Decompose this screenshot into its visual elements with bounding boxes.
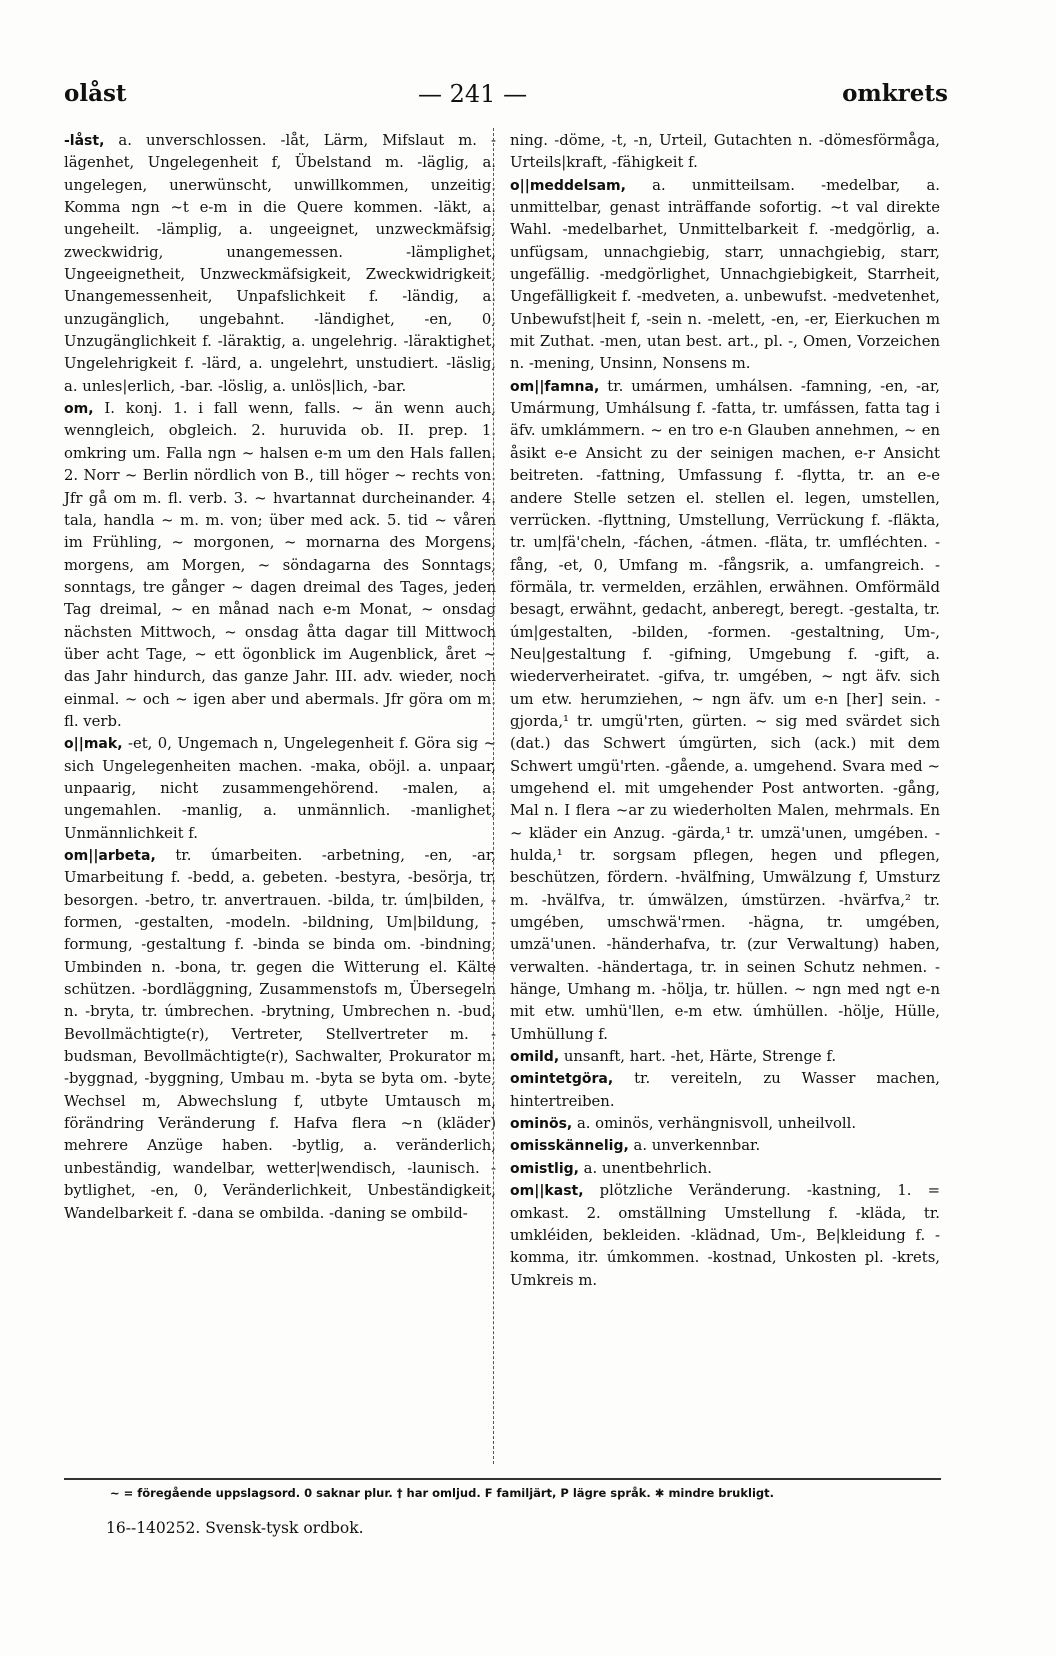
dictionary-entry	[64, 130, 496, 398]
entry-text: a. unmitteilsam. -medelbar, a. unmittelbar, genast inträffande sofortig. ~t val direkte Wahl. -medelbarhet, Unmittelbarkeit f. -medgörlig, a. unfügsam, unnachgiebig, starr, unnachgiebig, starr, ungefällig. -medgörlighet, Unnachgiebigkeit, Starrheit, Ungefälligkeit f. -medveten, a. unbewufst. -medvetenhet, Unbewufst|heit f, -sein n. -melett, -en, -er, Eierkuchen m mit Zuthat. -men, utan best. art., pl. -, Omen, Vorzeichen n. -mening, Unsinn, Nonsens m.	[510, 176, 940, 373]
dictionary-entry	[510, 1158, 940, 1180]
entry-text: I. konj. 1. i fall wenn, falls. ~ än wenn auch, wenngleich, obgleich. 2. huruvida ob. II. prep. 1. omkring um. Falla ngn ~ halsen e-m um den Hals fallen. 2. Norr ~ Berlin nördlich von B., till höger ~ rechts von. Jfr gå om m. fl. verb. 3. ~ hvartannat durcheinander. 4. tala, handla ~ m. m. von; über med ack. 5. tid ~ våren im Frühling, ~ morgonen, ~ mornarna des Morgens, morgens, am Morgen, ~ söndagarna des Sonntags, sonntags, tre gånger ~ dagen dreimal des Tages, jeden Tag dreimal, ~ en månad nach e-m Monat, ~ onsdag nächsten Mittwoch, ~ onsdag åtta dagar till Mittwoch über acht Tage, ~ ett ögonblick im Augenblick, året ~ das Jahr hindurch, das ganze Jahr. III. adv. wieder, noch einmal. ~ och ~ igen aber und abermals. Jfr göra om m. fl. verb.	[64, 400, 496, 730]
dictionary-entry	[64, 398, 496, 733]
header-left-word: olåst	[64, 80, 127, 107]
footnote-rule	[64, 1478, 941, 1480]
dictionary-entry	[510, 1113, 940, 1135]
dictionary-entry	[510, 1046, 940, 1068]
entry-headword: omintetgöra,	[510, 1071, 614, 1088]
dictionary-entry	[510, 1180, 940, 1292]
entry-text: tr. vereiteln, zu Wasser machen, hintertreiben.	[510, 1070, 940, 1110]
right-column	[510, 130, 940, 1292]
entry-headword: om||kast,	[510, 1183, 584, 1200]
entry-headword: om||famna,	[510, 378, 600, 395]
dictionary-entry	[64, 733, 496, 845]
dictionary-entry	[510, 1135, 940, 1157]
entry-headword: omistlig,	[510, 1160, 579, 1177]
entry-text: tr. umármen, umhálsen. -famning, -en, -ar, Umármung, Umhálsung f. -fatta, tr. umfássen, fatta tag i äfv. umklámmern. ~ en tro e-n Glauben annehmen, ~ en åsikt e-e Ansicht zu der seinigen machen, e-r Ansicht beitreten. -fattning, Umfassung f. -flytta, tr. an e-e andere Stelle setzen el. stellen el. legen, umstellen, verrücken. -flyttning, Umstellung, Verrückung f. -fläkta, tr. um|fä'cheln, -fáchen, -átmen. -fläta, tr. umfléchten. -fång, -et, 0, Umfang m. -fångsrik, a. umfangreich. -förmäla, tr. vermelden, erzählen, erwähnen. Omförmäld besagt, erwähnt, gedacht, anberegt, beregt. -gestalta, tr. úm|gestalten, -bilden, -formen. -gestaltning, Um-, Neu|gestaltung f. -gifning, Umgebung f. -gift, a. wiederverheiratet. -gifva, tr. umgében, ~ ngt äfv. sich um etw. herumziehen, ~ ngn äfv. um e-n [her] sein. -gjorda,¹ tr. umgü'rten, gürten. ~ sig med svärdet sich (dat.) das Schwert úmgürten, sich (ack.) mit dem Schwert umgü'rten. -gående, a. umgehend. Svara med ~ umgehend el. mit umgehender Post antworten. -gång, Mal n. I flera ~ar zu wiederholten Malen, mehrmals. En ~ kläder ein Anzug. -gärda,¹ tr. umzä'unen, umgében. -hulda,¹ tr. sorgsam pflegen, hegen und pflegen, beschützen, fördern. -hvälfning, Umwälzung f, Umsturz m. -hvälfva, tr. úmwälzen, úmstürzen. -hvärfva,² tr. umgében, umschwä'rmen. -hägna, tr. umgében, umzä'unen. -händerhafva, tr. (zur Verwaltung) haben, verwalten. -händertaga, tr. in seinen Schutz nehmen. -hänge, Umhang m. -hölja, tr. hüllen. ~ ngn med ngt e-n mit etw. umhü'llen, e-m etw. úmhüllen. -hölje, Hülle, Umhüllung f.	[510, 377, 940, 1043]
entry-text: a. ominös, verhängnisvoll, unheilvoll.	[572, 1115, 857, 1133]
page-number: — 241 —	[418, 80, 528, 108]
entry-headword: omisskännelig,	[510, 1138, 629, 1155]
dictionary-entry	[510, 130, 940, 175]
entry-text: -et, 0, Ungemach n, Ungelegenheit f. Göra sig ~ sich Ungelegenheiten machen. -maka, oböjl. a. unpaar, unpaarig, nicht zusammengehörend. -malen, a. ungemahlen. -manlig, a. unmännlich. -manlighet, Unmännlichkeit f.	[64, 735, 496, 842]
entry-text: unsanft, hart. -het, Härte, Strenge f.	[559, 1048, 837, 1066]
entry-text: a. unverkennbar.	[628, 1137, 761, 1155]
entry-headword: omild,	[510, 1049, 560, 1066]
entry-text: a. unentbehrlich.	[578, 1159, 713, 1177]
dictionary-entry	[64, 845, 496, 1225]
entry-headword: -låst,	[64, 133, 105, 149]
entry-text: ning. -döme, -t, -n, Urteil, Gutachten n. -dömesförmåga, Urteils|kraft, -fähigkeit f.	[510, 132, 940, 172]
entry-text: plötzliche Veränderung. -kastning, 1. = omkast. 2. omställning Umstellung f. -kläda, tr. umkléiden, bekleiden. -klädnad, Um-, Be|kleidung f. -komma, itr. úmkommen. -kostnad, Unkosten pl. -krets, Umkreis m.	[510, 1182, 940, 1289]
entry-headword: ominös,	[510, 1116, 573, 1133]
header-right-word: omkrets	[842, 80, 948, 107]
entry-text: a. unverschlossen. -låt, Lärm, Mifslaut m. -lägenhet, Ungelegenheit f, Übelstand m. -läglig, a. ungelegen, unerwünscht, unwillkommen, unzeitig. Komma ngn ~t e-m in die Quere kommen. -läkt, a. ungeheilt. -lämplig, a. ungeeignet, unzweckmäfsig, zweckwidrig, unangemessen. -lämplighet, Ungeeignetheit, Unzweckmäfsigkeit, Zweckwidrigkeit, Unangemessenheit, Unpafslichkeit f. -ländig, a. unzugänglich, ungebahnt. -ländighet, -en, 0, Unzugänglichkeit f. -läraktig, a. ungelehrig. -läraktighet, Ungelehrigkeit f. -lärd, a. ungelehrt, unstudiert. -läslig, a. unles|erlich, -bar. -löslig, a. unlös|lich, -bar.	[64, 132, 496, 395]
abbreviation-legend: ~ = föregående uppslagsord. 0 saknar plur. † har omljud. F familjärt, P lägre språk. ✱ mindre brukligt.	[110, 1486, 774, 1500]
left-column	[64, 130, 496, 1225]
entry-headword: om,	[64, 401, 94, 418]
column-divider	[493, 128, 494, 1464]
dictionary-entry	[510, 175, 940, 376]
printer-signature: 16--140252. Svensk-tysk ordbok.	[106, 1519, 364, 1537]
entry-headword: om||arbeta,	[64, 848, 156, 864]
entry-headword: o||meddelsam,	[510, 177, 626, 194]
entry-headword: o||mak,	[64, 736, 123, 753]
dictionary-entry	[510, 376, 940, 1046]
entry-text: tr. úmarbeiten. -arbetning, -en, -ar, Umarbeitung f. -bedd, a. gebeten. -bestyra, -besörja, tr. besorgen. -betro, tr. anvertrauen. -bilda, tr. úm|bilden, -formen, -gestalten, -modeln. -bildning, Um|bildung, -formung, -gestaltung f. -binda se binda om. -bindning, Umbinden n. -bona, tr. gegen die Witterung el. Kälte schützen. -bordläggning, Zusammenstofs m, Übersegeln n. -bryta, tr. úmbrechen. -brytning, Umbrechen n. -bud, Bevollmächtigte(r), Vertreter, Stellvertreter m. -budsman, Bevollmächtigte(r), Sachwalter, Prokurator m. -byggnad, -byggning, Umbau m. -byta se byta om. -byte, Wechsel m, Abwechslung f, utbyte Umtausch m, förändring Veränderung f. Hafva flera ~n (kläder) mehrere Anzüge haben. -bytlig, a. veränderlich, unbeständig, wandelbar, wetter|wendisch, -launisch. -bytlighet, -en, 0, Veränderlichkeit, Unbeständigkeit, Wandelbarkeit f. -dana se ombilda. -daning se ombild-	[64, 847, 496, 1222]
page-header	[58, 76, 948, 116]
dictionary-entry	[510, 1068, 940, 1113]
